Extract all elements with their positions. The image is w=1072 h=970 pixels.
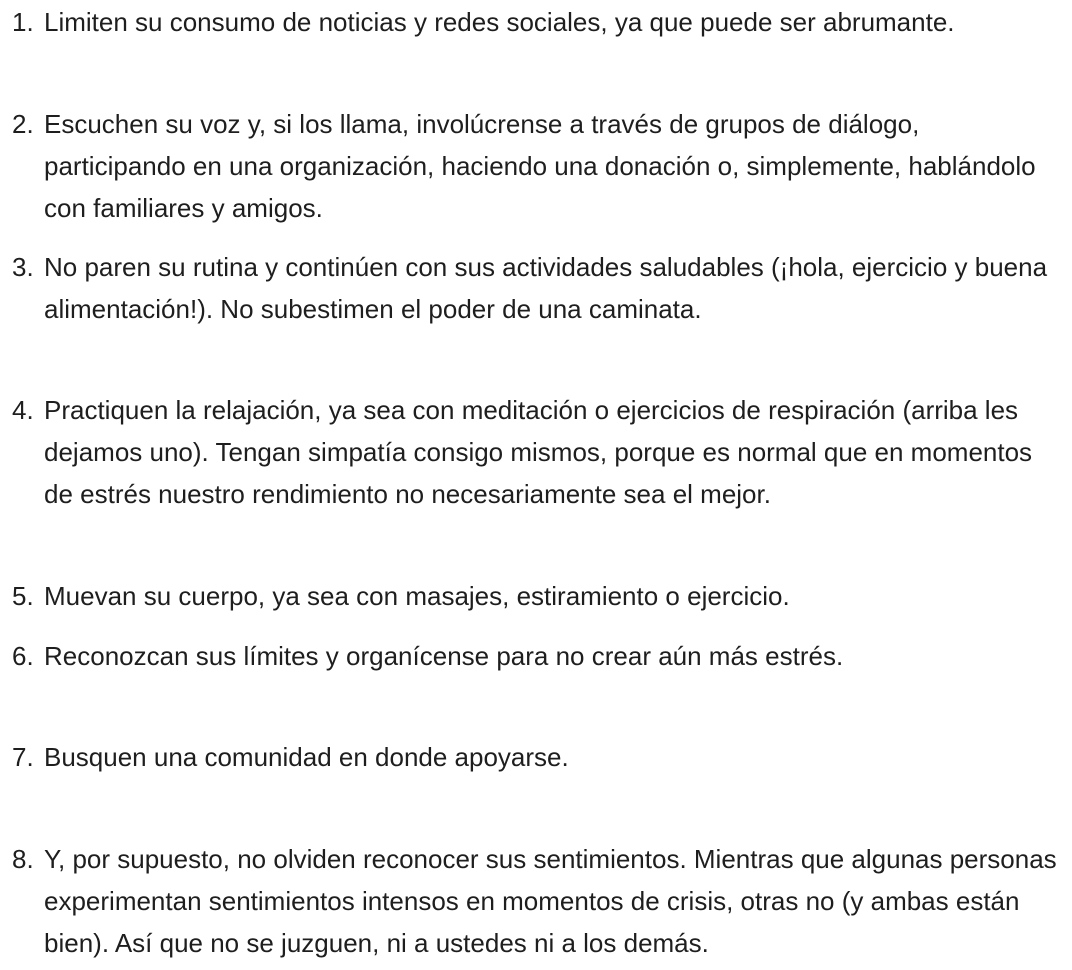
list-item	[12, 736, 1064, 778]
list-item-text: No paren su rutina y continúen con sus actividades saludables (¡hola, ejercicio y buena alimentación!). No subestimen el poder de una caminata.	[44, 252, 1048, 324]
list-item	[12, 635, 1064, 677]
list-item-number: 4.	[12, 395, 34, 425]
list-item	[12, 389, 1064, 515]
list-item	[12, 838, 1064, 964]
list-item-number: 3.	[12, 252, 34, 282]
list-item-text: Muevan su cuerpo, ya sea con masajes, estiramiento o ejercicio.	[44, 581, 790, 611]
list-item-text: Reconozcan sus límites y organícense para no crear aún más estrés.	[44, 641, 844, 671]
list-item-text: Y, por supuesto, no olviden reconocer sus sentimientos. Mientras que algunas personas experimentan sentimientos intensos en momentos de crisis, otras no (y ambas están bien). Así que no se juzguen, ni a ustedes ni a los demás.	[44, 844, 1057, 958]
list-item-number: 7.	[12, 742, 34, 772]
list-item-number: 1.	[12, 7, 34, 37]
list-item-text: Busquen una comunidad en donde apoyarse.	[44, 742, 569, 772]
list-item-number: 5.	[12, 581, 34, 611]
list-item	[12, 246, 1064, 330]
list-item	[12, 575, 1064, 617]
list-item-text: Practiquen la relajación, ya sea con meditación o ejercicios de respiración (arriba les dejamos uno). Tengan simpatía consigo mismos, porque es normal que en momentos de estrés nuestro rendimiento no necesariamente sea el mejor.	[44, 395, 1033, 509]
list-item-number: 6.	[12, 641, 34, 671]
list-item	[12, 1, 1064, 43]
list-item-text: Escuchen su voz y, si los llama, involúcrense a través de grupos de diálogo, participando en una organización, haciendo una donación o, simplemente, hablándolo con familiares y amigos.	[44, 109, 1036, 223]
list-item	[12, 103, 1064, 229]
list-item-number: 2.	[12, 109, 34, 139]
list-item-number: 8.	[12, 844, 34, 874]
list-item-text: Limiten su consumo de noticias y redes sociales, ya que puede ser abrumante.	[44, 7, 955, 37]
